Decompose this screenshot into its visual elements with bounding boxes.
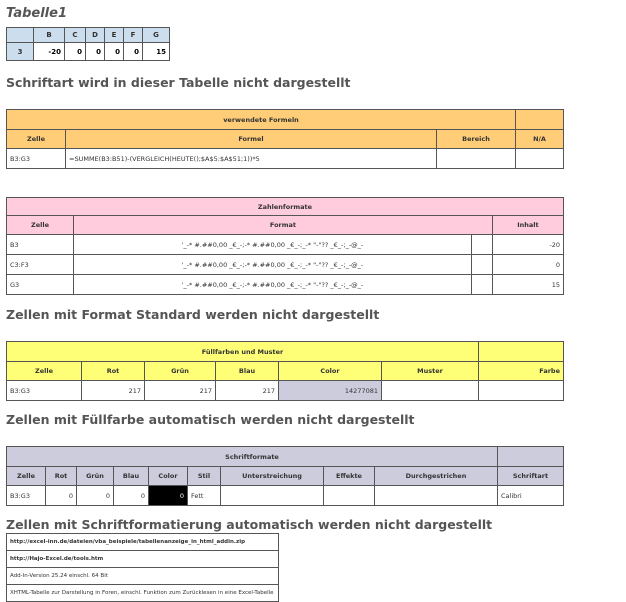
number-formats-caption: Zahlenformate — [7, 198, 564, 216]
number-formats-header-cell: Zelle — [7, 216, 74, 235]
number-formats-table — [6, 197, 564, 295]
fill-header-blue: Blau — [216, 362, 279, 381]
formulas-header-na: N/A — [516, 130, 564, 149]
font-header-color: Color — [149, 467, 188, 486]
sheet-preview-table — [6, 27, 170, 61]
fill-color-swatch[interactable]: 14277081 — [279, 381, 382, 401]
cell-g3[interactable]: 15 — [143, 43, 170, 61]
formulas-header-range: Bereich — [437, 130, 516, 149]
formulas-caption-spacer — [516, 110, 564, 130]
font-cell[interactable]: B3:G3 — [7, 486, 46, 506]
column-header-g[interactable]: G — [143, 28, 170, 43]
font-header-underline: Unterstreichung — [221, 467, 324, 486]
formulas-caption: verwendete Formeln — [7, 110, 516, 130]
corner-cell — [7, 28, 34, 43]
footer-link-download[interactable]: http://excel-inn.de/dateien/vba_beispiele/tabellenanzeige_in_html_addin.zip — [7, 534, 279, 551]
number-format-code[interactable]: '_-* #.##0,00 _€_-;-* #.##0,00 _€_-;_-* "-"?? _€_-;_-@_- — [74, 255, 472, 275]
font-header-font: Schriftart — [498, 467, 564, 486]
column-header-f[interactable]: F — [124, 28, 143, 43]
table-row — [7, 43, 170, 61]
fill-pattern[interactable] — [382, 381, 479, 401]
fill-colors-table — [6, 341, 564, 401]
table-row — [7, 381, 564, 401]
fill-cell[interactable]: B3:G3 — [7, 381, 82, 401]
number-format-content[interactable]: -20 — [492, 235, 563, 255]
number-format-spacer — [471, 275, 492, 295]
fill-blue[interactable]: 217 — [216, 381, 279, 401]
fill-header-green: Grün — [145, 362, 216, 381]
table-row — [7, 275, 564, 295]
font-header-blue: Blau — [114, 467, 149, 486]
number-formats-header-format: Format — [74, 216, 493, 235]
footer-version: Add-In-Version 25.24 einschl. 64 Bit — [7, 568, 279, 585]
font-formats-caption: Schriftformate — [7, 447, 498, 467]
font-header-green: Grün — [77, 467, 114, 486]
formula-na[interactable] — [516, 149, 564, 169]
font-name[interactable]: Calibri — [498, 486, 564, 506]
formula-text[interactable]: =SUMME(B3:B51)-(VERGLEICH(HEUTE();$A$5:$A$51;1))*5 — [66, 149, 437, 169]
number-format-cell[interactable]: C3:F3 — [7, 255, 74, 275]
formulas-header-cell: Zelle — [7, 130, 66, 149]
font-formats-caption-spacer — [498, 447, 564, 467]
font-blue[interactable]: 0 — [114, 486, 149, 506]
footer-link-tools[interactable]: http://Hajo-Excel.de/tools.htm — [7, 551, 279, 568]
number-format-spacer — [471, 235, 492, 255]
cell-b3[interactable]: -20 — [34, 43, 65, 61]
row-header-3[interactable]: 3 — [7, 43, 34, 61]
number-format-content[interactable]: 0 — [492, 255, 563, 275]
formulas-table — [6, 109, 564, 169]
fill-green[interactable]: 217 — [145, 381, 216, 401]
addin-footer — [6, 533, 279, 602]
table-row — [7, 255, 564, 275]
font-color-swatch[interactable]: 0 — [149, 486, 188, 506]
font-strike[interactable] — [375, 486, 498, 506]
fill-colors-caption-spacer — [479, 342, 564, 362]
number-formats-header-content: Inhalt — [492, 216, 563, 235]
cell-c3[interactable]: 0 — [65, 43, 86, 61]
column-header-b[interactable]: B — [34, 28, 65, 43]
number-format-cell[interactable]: B3 — [7, 235, 74, 255]
column-header-d[interactable]: D — [86, 28, 105, 43]
table-row — [7, 235, 564, 255]
font-effects[interactable] — [324, 486, 375, 506]
font-header-style: Stil — [188, 467, 221, 486]
formulas-header-formula: Formel — [66, 130, 437, 149]
formula-range[interactable] — [437, 149, 516, 169]
font-red[interactable]: 0 — [46, 486, 77, 506]
formula-cell-ref[interactable]: B3:G3 — [7, 149, 66, 169]
font-formats-table — [6, 446, 564, 506]
number-format-cell[interactable]: G3 — [7, 275, 74, 295]
note-fill-auto-not-shown: Zellen mit Füllfarbe automatisch werden nicht dargestellt — [6, 412, 415, 427]
font-header-strike: Durchgestrichen — [375, 467, 498, 486]
fill-header-farbe: Farbe — [479, 362, 564, 381]
note-font-auto-not-shown: Zellen mit Schriftformatierung automatisch werden nicht dargestellt — [6, 517, 493, 532]
number-format-spacer — [471, 255, 492, 275]
font-style[interactable]: Fett — [188, 486, 221, 506]
font-header-effects: Effekte — [324, 467, 375, 486]
sheet-title: Tabelle1 — [6, 6, 67, 21]
column-header-row — [7, 28, 170, 43]
font-header-red: Rot — [46, 467, 77, 486]
fill-header-red: Rot — [82, 362, 145, 381]
font-underline[interactable] — [221, 486, 324, 506]
font-green[interactable]: 0 — [77, 486, 114, 506]
footer-description: XHTML-Tabelle zur Darstellung in Foren, einschl. Funktion zum Zurücklesen in eine Excel-Tabelle — [7, 585, 279, 602]
cell-f3[interactable]: 0 — [124, 43, 143, 61]
table-row — [7, 486, 564, 506]
number-format-code[interactable]: '_-* #.##0,00 _€_-;-* #.##0,00 _€_-;_-* "-"?? _€_-;_-@_- — [74, 235, 472, 255]
fill-red[interactable]: 217 — [82, 381, 145, 401]
fill-farbe[interactable] — [479, 381, 564, 401]
note-standard-not-shown: Zellen mit Format Standard werden nicht dargestellt — [6, 307, 380, 322]
note-font-not-shown: Schriftart wird in dieser Tabelle nicht dargestellt — [6, 75, 351, 90]
cell-d3[interactable]: 0 — [86, 43, 105, 61]
fill-header-pattern: Muster — [382, 362, 479, 381]
fill-colors-caption: Füllfarben und Muster — [7, 342, 479, 362]
font-header-cell: Zelle — [7, 467, 46, 486]
fill-header-color: Color — [279, 362, 382, 381]
fill-header-cell: Zelle — [7, 362, 82, 381]
table-row — [7, 149, 564, 169]
number-format-code[interactable]: '_-* #.##0,00 _€_-;-* #.##0,00 _€_-;_-* "-"?? _€_-;_-@_- — [74, 275, 472, 295]
cell-e3[interactable]: 0 — [105, 43, 124, 61]
column-header-e[interactable]: E — [105, 28, 124, 43]
column-header-c[interactable]: C — [65, 28, 86, 43]
number-format-content[interactable]: 15 — [492, 275, 563, 295]
